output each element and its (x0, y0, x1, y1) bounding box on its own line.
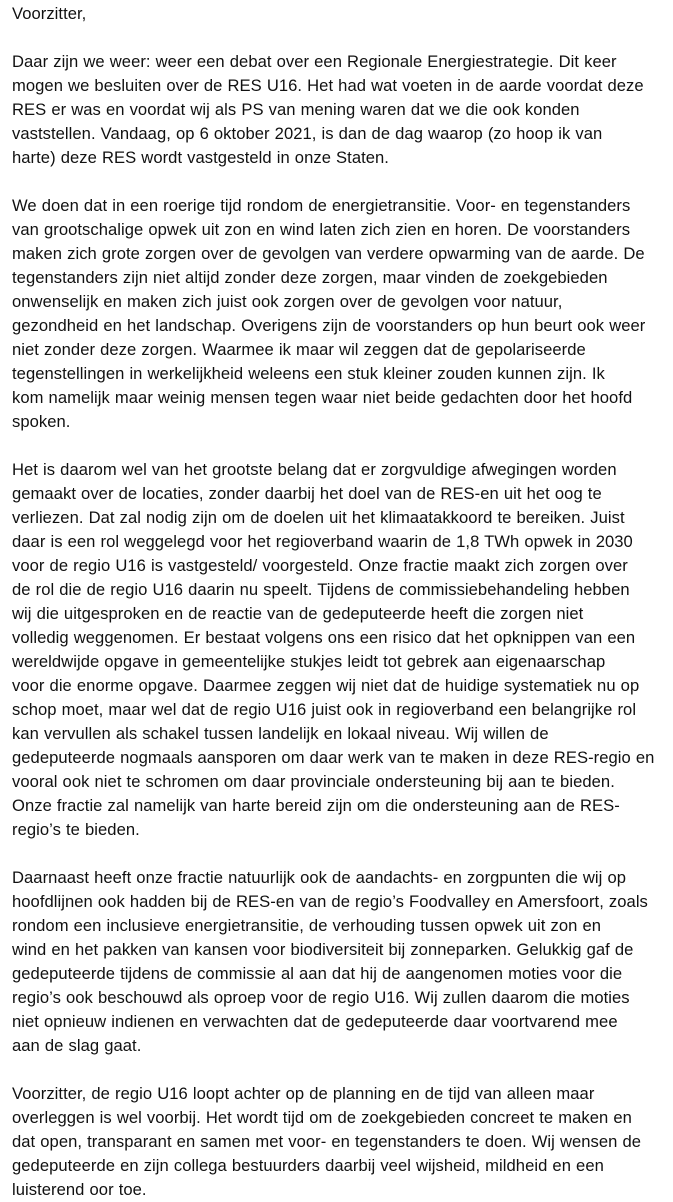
text-line: Onze fractie zal namelijk van harte bereid zijn om die ondersteuning aan de RES- (12, 796, 620, 815)
text-line: overleggen is wel voorbij. Het wordt tijd om de zoekgebieden concreet te maken en (12, 1108, 632, 1127)
text-line: gezondheid en het landschap. Overigens zijn de voorstanders op hun beurt ook weer (12, 316, 646, 335)
text-line: verliezen. Dat zal nodig zijn om de doelen uit het klimaatakkoord te bereiken. Juist (12, 508, 625, 527)
text-line: wind en het pakken van kansen voor biodiversiteit bij zonneparken. Gelukkig gaf de (12, 940, 634, 959)
text-line: gedeputeerde tijdens de commissie al aan dat hij de aangenomen moties voor die (12, 964, 623, 983)
text-line: voor de regio U16 is vastgesteld/ voorgesteld. Onze fractie maakt zich zorgen over (12, 556, 628, 575)
text-line: wereldwijde opgave in gemeentelijke stukjes leidt tot gebrek aan eigenaarschap (12, 652, 606, 671)
text-line: de rol die de regio U16 daarin nu speelt. Tijdens de commissiebehandeling hebben (12, 580, 630, 599)
text-line: wij die uitgesproken en de reactie van de gedeputeerde heeft die zorgen niet (12, 604, 584, 623)
text-line: vooral ook niet te schromen om daar provinciale ondersteuning bij aan te bieden. (12, 772, 615, 791)
text-line: vaststellen. Vandaag, op 6 oktober 2021, is dan de dag waarop (zo hoop ik van (12, 124, 603, 143)
text-line: luisterend oor toe. (12, 1180, 147, 1199)
text-line: regio’s ook beschouwd als oproep voor de regio U16. Wij zullen daarom die moties (12, 988, 630, 1007)
text-line: spoken. (12, 412, 71, 431)
text-line: daar is een rol weggelegd voor het regioverband waarin de 1,8 TWh opwek in 2030 (12, 532, 633, 551)
text-line: kan vervullen als schakel tussen landelijk en lokaal niveau. Wij willen de (12, 724, 549, 743)
salutation: Voorzitter, (12, 4, 87, 23)
text-line: tegenstanders zijn niet altijd zonder deze zorgen, maar vinden de zoekgebieden (12, 268, 608, 287)
paragraph-spacer (12, 1058, 668, 1082)
paragraph-2 (12, 194, 668, 434)
text-line: Daar zijn we weer: weer een debat over een Regionale Energiestrategie. Dit keer (12, 52, 617, 71)
text-line: harte) deze RES wordt vastgesteld in onze Staten. (12, 148, 389, 167)
paragraph-spacer (12, 842, 668, 866)
paragraph-5 (12, 1082, 668, 1202)
text-line: mogen we besluiten over de RES U16. Het had wat voeten in de aarde voordat deze (12, 76, 644, 95)
text-line: Het is daarom wel van het grootste belang dat er zorgvuldige afwegingen worden (12, 460, 617, 479)
text-line: onwenselijk en maken zich juist ook zorgen over de gevolgen voor natuur, (12, 292, 563, 311)
text-line: niet opnieuw indienen en verwachten dat de gedeputeerde daar voortvarend mee (12, 1012, 618, 1031)
text-line: maken zich grote zorgen over de gevolgen van verdere opwarming van de aarde. De (12, 244, 645, 263)
text-line: Daarnaast heeft onze fractie natuurlijk ook de aandachts- en zorgpunten die wij op (12, 868, 627, 887)
text-line: rondom een inclusieve energietransitie, de verhouding tussen opwek uit zon en (12, 916, 601, 935)
speech-document (12, 2, 668, 1202)
paragraph-spacer (12, 170, 668, 194)
text-line: Voorzitter, de regio U16 loopt achter op de planning en de tijd van alleen maar (12, 1084, 595, 1103)
paragraph-1 (12, 50, 668, 170)
text-line: niet zonder deze zorgen. Waarmee ik maar wil zeggen dat de gepolariseerde (12, 340, 586, 359)
text-line: We doen dat in een roerige tijd rondom de energietransitie. Voor- en tegenstanders (12, 196, 631, 215)
text-line: dat open, transparant en samen met voor- en tegenstanders te doen. Wij wensen de (12, 1132, 642, 1151)
text-line: RES er was en voordat wij als PS van mening waren dat we die ook konden (12, 100, 580, 119)
paragraph-3 (12, 458, 668, 842)
text-line: regio’s te bieden. (12, 820, 140, 839)
paragraph-spacer (12, 434, 668, 458)
text-line: volledig weggenomen. Er bestaat volgens ons een risico dat het opknippen van een (12, 628, 636, 647)
text-line: kom namelijk maar weinig mensen tegen waar niet beide gedachten door het hoofd (12, 388, 633, 407)
paragraph-4 (12, 866, 668, 1058)
text-line: hoofdlijnen ook hadden bij de RES-en van de regio’s Foodvalley en Amersfoort, zoals (12, 892, 648, 911)
text-line: gedeputeerde en zijn collega bestuurders daarbij veel wijsheid, mildheid en een (12, 1156, 604, 1175)
text-line: voor die enorme opgave. Daarmee zeggen wij niet dat de huidige systematiek nu op (12, 676, 640, 695)
text-line: van grootschalige opwek uit zon en wind laten zich zien en horen. De voorstanders (12, 220, 631, 239)
text-line: aan de slag gaat. (12, 1036, 142, 1055)
text-line: tegenstellingen in werkelijkheid weleens een stuk kleiner zouden kunnen zijn. Ik (12, 364, 605, 383)
text-line: schop moet, maar wel dat de regio U16 juist ook in regioverband een belangrijke rol (12, 700, 637, 719)
text-line: gedeputeerde nogmaals aansporen om daar werk van te maken in deze RES-regio en (12, 748, 655, 767)
paragraph-spacer (12, 26, 668, 50)
text-line: gemaakt over de locaties, zonder daarbij het doel van de RES-en uit het oog te (12, 484, 602, 503)
